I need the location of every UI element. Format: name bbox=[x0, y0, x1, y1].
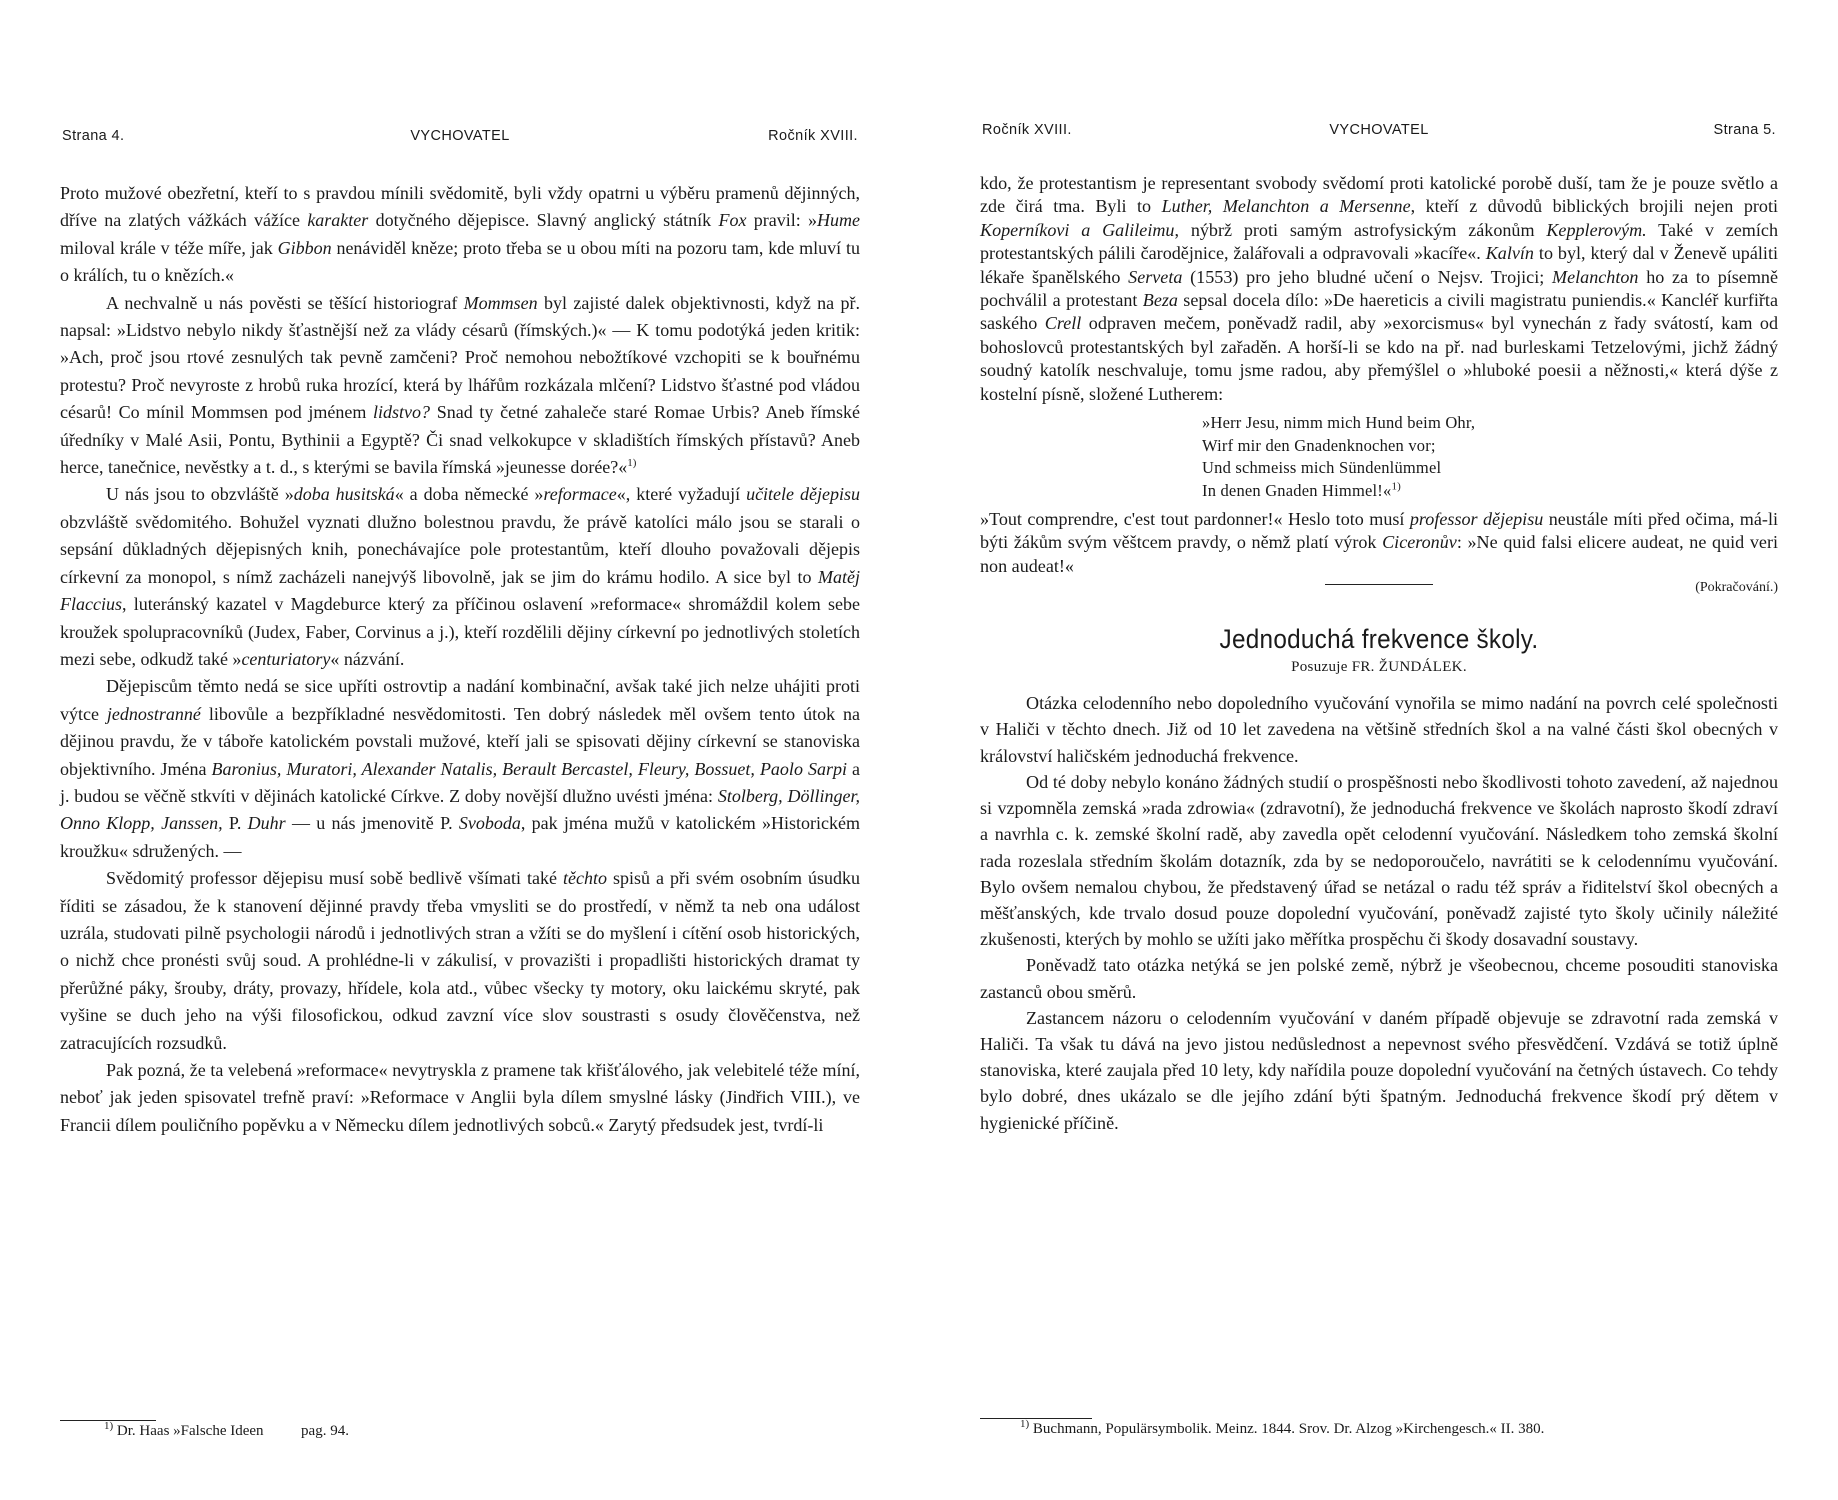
text-run: : »Ne quid falsi elicere audeat, ne quid veri non audeat!« bbox=[980, 532, 1778, 576]
emphasis-text: lidstvo? bbox=[373, 402, 431, 423]
text-run: libovůle a bezpříkladné nesvědomitosti. Ten dobrý následek měl ovšem tento útok na dějinou pravdu, že v táboře katolickém povstali mužové, kteří jali se spisovati dějiny církevní se stanoviska objektivního. Jména bbox=[60, 703, 860, 779]
emphasis-text: Gibbon bbox=[277, 237, 332, 258]
text-run: miloval krále v téže míře, jak bbox=[60, 237, 278, 258]
text-run: Otázka celodenního nebo dopoledního vyučování vynořila se mimo nadání na povrch celé společnosti v Haliči v těchto dnech. Již od 10 let zavedena na většině středních škol a na valné části škol obecných v království haličském jednoduchá frekvence. bbox=[980, 693, 1778, 766]
emphasis-text: centuriatory bbox=[241, 648, 331, 669]
journal-title: VYCHOVATEL bbox=[410, 128, 510, 144]
text-run: Od té doby nebylo konáno žádných studií o prospěšnosti nebo škodlivosti tohoto zavedení, až najednou si vzpomněla zemská »rada zdrowia« (zdravotní), že jednoduchá frekvence ve školách naprosto škodí zdraví a navrhla c. k. zemské školní radě, aby zavedla opět celodenní vyučování. Následkem toho zemská školní rada rozeslala středním školám dotazník, zda by se nedoporoučelo, navrátiti se k celodennímu vyučování. Bylo ovšem nemalou chybou, že představený úřad se netázal o radu též správ a řiditelství škol obecných a měšťanských, kde trvalo dosud pouze dopolední vyučování, poněvadž zajisté tyto školy učinily náležité zkušenosti, kterých by mohlo se užíti jako měřítka prospěchu či škody dosavadní soustavy. bbox=[980, 771, 1778, 950]
paragraph bbox=[60, 865, 860, 1057]
text-run: dotyčného dějepisce. Slavný anglický státník bbox=[368, 210, 719, 231]
paragraph bbox=[60, 1057, 860, 1139]
right-footnote bbox=[980, 1418, 1778, 1439]
article-byline: Posuzuje FR. ŽUNDÁLEK. bbox=[1291, 659, 1467, 676]
text-run: , pak jména mužů v katolickém »Historickém kroužku« sdružených. — bbox=[60, 813, 860, 861]
text-run: A nechvalně u nás pověsti se těšící historiograf bbox=[106, 292, 464, 313]
emphasis-text: Crell bbox=[1044, 313, 1082, 334]
text-run: Svědomitý professor dějepisu musí sobě bedlivě všímati také bbox=[106, 868, 563, 889]
page-number-label: Strana 5. bbox=[1713, 122, 1776, 138]
poem-footnote-mark: 1) bbox=[1391, 480, 1402, 493]
poem-line: Wirf mir den Gnadenknochen vor; bbox=[1202, 435, 1436, 455]
emphasis-text: reformace bbox=[543, 484, 617, 505]
paragraph bbox=[60, 290, 860, 482]
paragraph bbox=[980, 172, 1778, 406]
text-run: , kteří z důvodů biblických brojili nejen proti bbox=[1410, 196, 1778, 217]
article-title: Jednoduchá frekvence školy. bbox=[1219, 624, 1539, 655]
emphasis-text: Serveta bbox=[1128, 266, 1183, 287]
text-run: »Tout comprendre, c'est tout pardonner!« Heslo toto musí bbox=[980, 509, 1410, 530]
emphasis-text: učitele dějepisu bbox=[746, 484, 860, 505]
left-paragraphs bbox=[60, 180, 860, 1139]
text-run: pravil: » bbox=[746, 210, 818, 231]
text-run: to byl, který dal v Ženevě upáliti lékaře španělského bbox=[980, 243, 1778, 287]
text-run: nenáviděl kněze; proto třeba se u obou míti na pozoru tam, kde mluví tu o králích, tu o knězích.« bbox=[60, 237, 860, 286]
emphasis-text: Ciceronův bbox=[1382, 532, 1457, 553]
text-run: Pak pozná, že ta velebená »reformace« nevytryskla z pramene tak křišťálového, jak velebitelé téže míní, neboť jak jeden spisovatel trefně praví: »Reformace v Anglii byla dílem smyslné lásky (Jindřich VIII.), ve Francii dílem pouličního popěvku a v Německu dílem jednotlivých sobců.« Zarytý předsudek jest, tvrdí-li bbox=[60, 1060, 860, 1135]
emphasis-text: Hume bbox=[817, 210, 861, 231]
running-header-left-page bbox=[60, 128, 860, 150]
text-run: Dějepiscům těmto nedá se sice upříti ostrovtip a nadání kombinační, avšak také jich nelze uhájiti proti výtce bbox=[60, 676, 860, 724]
emphasis-text: těchto bbox=[562, 868, 607, 889]
emphasis-text: Luther, Melanchton a Mersenne bbox=[1161, 196, 1411, 217]
paragraph bbox=[980, 1005, 1778, 1136]
emphasis-text: Melanchton bbox=[1552, 266, 1639, 287]
running-header-right-page bbox=[980, 122, 1778, 144]
text-run: byl zajisté dalek objektivnosti, když na př. napsal: »Lidstvo nebylo nikdy šťastnější než za vlády césarů (římských.)« — K tomu podotýká jeden kritik: »Ach, proč jsou rtové zesnulých tak pevně zamčeni? Proč nemohou nebožtíkové vzchopiti se k bouřnému protestu? Proč nevyroste z hrobů ruka hrozící, která by lhářům rozkázala mlčení? Lidstvo šťastné pod vládou césarů! Co mínil Mommsen pod jménem bbox=[60, 292, 860, 423]
volume-label: Ročník XVIII. bbox=[768, 128, 858, 144]
paragraph bbox=[60, 481, 860, 673]
emphasis-text: Kalvín bbox=[1485, 243, 1534, 264]
text-run: a j. budou se věčně stkvíti v dějinách katolické Církve. Z doby novější dlužno uvésti jména: bbox=[60, 758, 860, 806]
emphasis-text: Kepplerovým. bbox=[1546, 219, 1647, 240]
emphasis-text: Matěj Flaccius bbox=[60, 566, 860, 615]
emphasis-text: karakter bbox=[307, 210, 369, 231]
poem-quote bbox=[1202, 412, 1778, 502]
article-paragraphs bbox=[980, 690, 1778, 1135]
text-run: ho za to písemně pochválil a protestant bbox=[980, 266, 1778, 311]
paragraph bbox=[60, 180, 860, 290]
poem-line: Und schmeiss mich Sündenlümmel bbox=[1202, 458, 1442, 478]
left-page-body bbox=[60, 180, 860, 1139]
journal-title: VYCHOVATEL bbox=[1329, 122, 1429, 138]
text-run: kdo, že protestantism je representant svobody svědomí proti katolické porobě duší, tam že je pouze světlo a zde čirá tma. Byli to bbox=[980, 173, 1778, 217]
text-run: U nás jsou to obzvláště » bbox=[106, 484, 294, 505]
text-run: Zastancem názoru o celodenním vyučování v daném případě objevuje se zdravotní rada zemská v Haliči. Ta však tu dává na jevo jistou nedůslednost a nepevnost svého přesvědčení. Vzdává se totiž úplně stanoviska, které zaujala před 10 lety, kdy nařídila pouze dopolední vyučování na četných ústavech. Co tehdy bylo dobré, dnes ukázalo se dle jejího zdání býti špatným. Jednoduchá frekvence škodí prý dětem v hygienické příčině. bbox=[980, 1007, 1778, 1133]
section-divider bbox=[1325, 584, 1433, 585]
emphasis-text: doba husitská bbox=[293, 484, 395, 505]
footnote-text: $^{1)}$ Buchmann, Populärsymbolik. Meinz. 1844. Srov. Dr. Alzog »Kirchengesch.« II. 380. bbox=[1020, 1418, 1545, 1437]
text-run: neustále míti před očima, má-li býti žákům svým věštcem pravdy, o němž platí výrok bbox=[980, 509, 1778, 553]
emphasis-text: Stolberg, Döllinger, Onno Klopp, Janssen, bbox=[60, 785, 860, 834]
emphasis-text: Baronius, Muratori, Alexander Natalis, Berault Bercastel, Fleury, Bossuet, Paolo Sarpi bbox=[211, 758, 847, 779]
emphasis-text: Beza bbox=[1142, 290, 1178, 311]
text-run: sepsal docela dílo: »De haereticis a civili magistratu puniendis.« Kancléř kurfiřta saského bbox=[980, 290, 1778, 334]
poem-line: »Herr Jesu, nimm mich Hund beim Ohr, bbox=[1202, 413, 1476, 433]
left-footnote bbox=[60, 1420, 860, 1441]
emphasis-text: Koperníkovi a Galileimu bbox=[980, 219, 1175, 240]
text-run: , nýbrž proti samým astrofysickým zákonům bbox=[1174, 219, 1547, 240]
page-number-label: Strana 4. bbox=[62, 128, 125, 144]
poem-line: In denen Gnaden Himmel!«$^{1)}$ bbox=[1202, 480, 1402, 500]
right-paragraphs-after-poem bbox=[980, 508, 1778, 578]
text-run: spisů a při svém osobním úsudku říditi se zásadou, že k stanovení dějinné pravdy třeba vmysliti se do prostředí, v němž ta neb ona událost uzrála, studovati pilně psychologii národů i jednotlivých stran a vžíti se do myšlení i cítění osob historických, o nichž chce pronésti svůj soud. A prohlédne-li v zákulisí, v provazišti i propadlišti historických dramat ty přerůžné páky, šrouby, dráty, provazy, hřídele, kola atd., vůbec všecky ty motory, oku laickému skryté, pak vyšine se duch jeho na výši filosofickou, odkud zavzní více slov soustrasti s osudy člověčenstva, než zatracujících rozsudků. bbox=[60, 868, 860, 1053]
emphasis-text: Mommsen bbox=[463, 292, 538, 313]
paragraph bbox=[980, 769, 1778, 952]
paragraph bbox=[980, 508, 1778, 578]
emphasis-text: jednostranné bbox=[106, 703, 201, 724]
emphasis-text: professor dějepisu bbox=[1409, 509, 1544, 530]
continued-label: (Pokračování.) bbox=[1695, 580, 1778, 596]
left-page bbox=[60, 0, 860, 1500]
text-run: « názvání. bbox=[330, 648, 405, 669]
text-run: «, které vyžadují bbox=[616, 484, 747, 505]
paragraph bbox=[980, 690, 1778, 769]
text-run: Poněvadž tato otázka netýká se jen polské země, nýbrž je všeobecnou, chceme posouditi stanoviska zastanců obou směrů. bbox=[980, 955, 1778, 1002]
emphasis-text: Svoboda bbox=[458, 813, 521, 834]
paragraph bbox=[60, 673, 860, 865]
text-run: obzvláště svědomitého. Bohužel vyznati dlužno bolestnou pravdu, že právě katolíci málo jsou se starali o sepsání důkladných dějepisných knih, ponechávajíce pole protestantům, kteří dlouho považovali dějepis církevní za monopol, s nímž zacházeli nanejvýš libovolně, jak se jim do krámu hodilo. A sice byl to bbox=[60, 511, 860, 587]
footnote-mark: 1) bbox=[627, 457, 637, 470]
emphasis-text: Duhr bbox=[247, 813, 286, 834]
right-page-body bbox=[980, 172, 1778, 1136]
text-run: Proto mužové obezřetní, kteří to s pravdou mínili svědomitě, byli vždy opatrni u výběru pramenů dějinných, dříve na zlatých vážkách vážíce bbox=[60, 183, 860, 231]
text-run: — u nás jmenovitě P. bbox=[285, 813, 459, 834]
text-run: Také v zemích protestantských pálili čarodějnice, žalářovali a odpravovali »kacíře«. bbox=[980, 219, 1778, 264]
text-run: Snad ty četné zahaleče staré Romae Urbis? Aneb římské úředníky v Malé Asii, Pontu, Bythinii a Egyptě? Či snad velkokupce v skladištích římských přístavů? Aneb herce, tanečnice, nevěstky a t. d., s kterými se bavila římská »jeunesse dorée?« bbox=[60, 402, 861, 478]
footnote-text: $^{1)}$ Dr. Haas »Falsche Ideen pag. 94. bbox=[104, 1420, 349, 1439]
emphasis-text: Fox bbox=[718, 210, 747, 231]
text-run: P. bbox=[222, 813, 248, 834]
paragraph bbox=[980, 952, 1778, 1004]
right-paragraphs-before-poem bbox=[980, 172, 1778, 406]
continued-note bbox=[980, 580, 1778, 604]
text-run: (1553) pro jeho bludné učení o Nejsv. Trojici; bbox=[1182, 266, 1553, 287]
text-run: odpraven mečem, poněvadž radil, aby »exorcismus« byl vynechán z řady svátostí, kam od bohoslovců protestantských byl zařaděn. A horší-li se kdo na př. nad burleskami Tetzelovými, jichž žádný soudný katolík neschvaluje, tomu jsme radou, aby přemýšlel o »hluboké poesii a něžnosti,« která dýše z kostelní písně, složené Lutherem: bbox=[980, 313, 1779, 404]
right-page bbox=[980, 0, 1778, 1500]
text-run: , luteránský kazatel v Magdeburce který za příčinou oslavení »reformace« shromáždil kolem sebe kroužek spolupracovníků (Judex, Faber, Corvinus a j.), kteří rozdělili dějiny církevní po jednotlivých stoletích mezi sebe, odkudž také » bbox=[60, 594, 860, 669]
volume-label: Ročník XVIII. bbox=[982, 122, 1072, 138]
text-run: « a doba německé » bbox=[394, 484, 544, 505]
